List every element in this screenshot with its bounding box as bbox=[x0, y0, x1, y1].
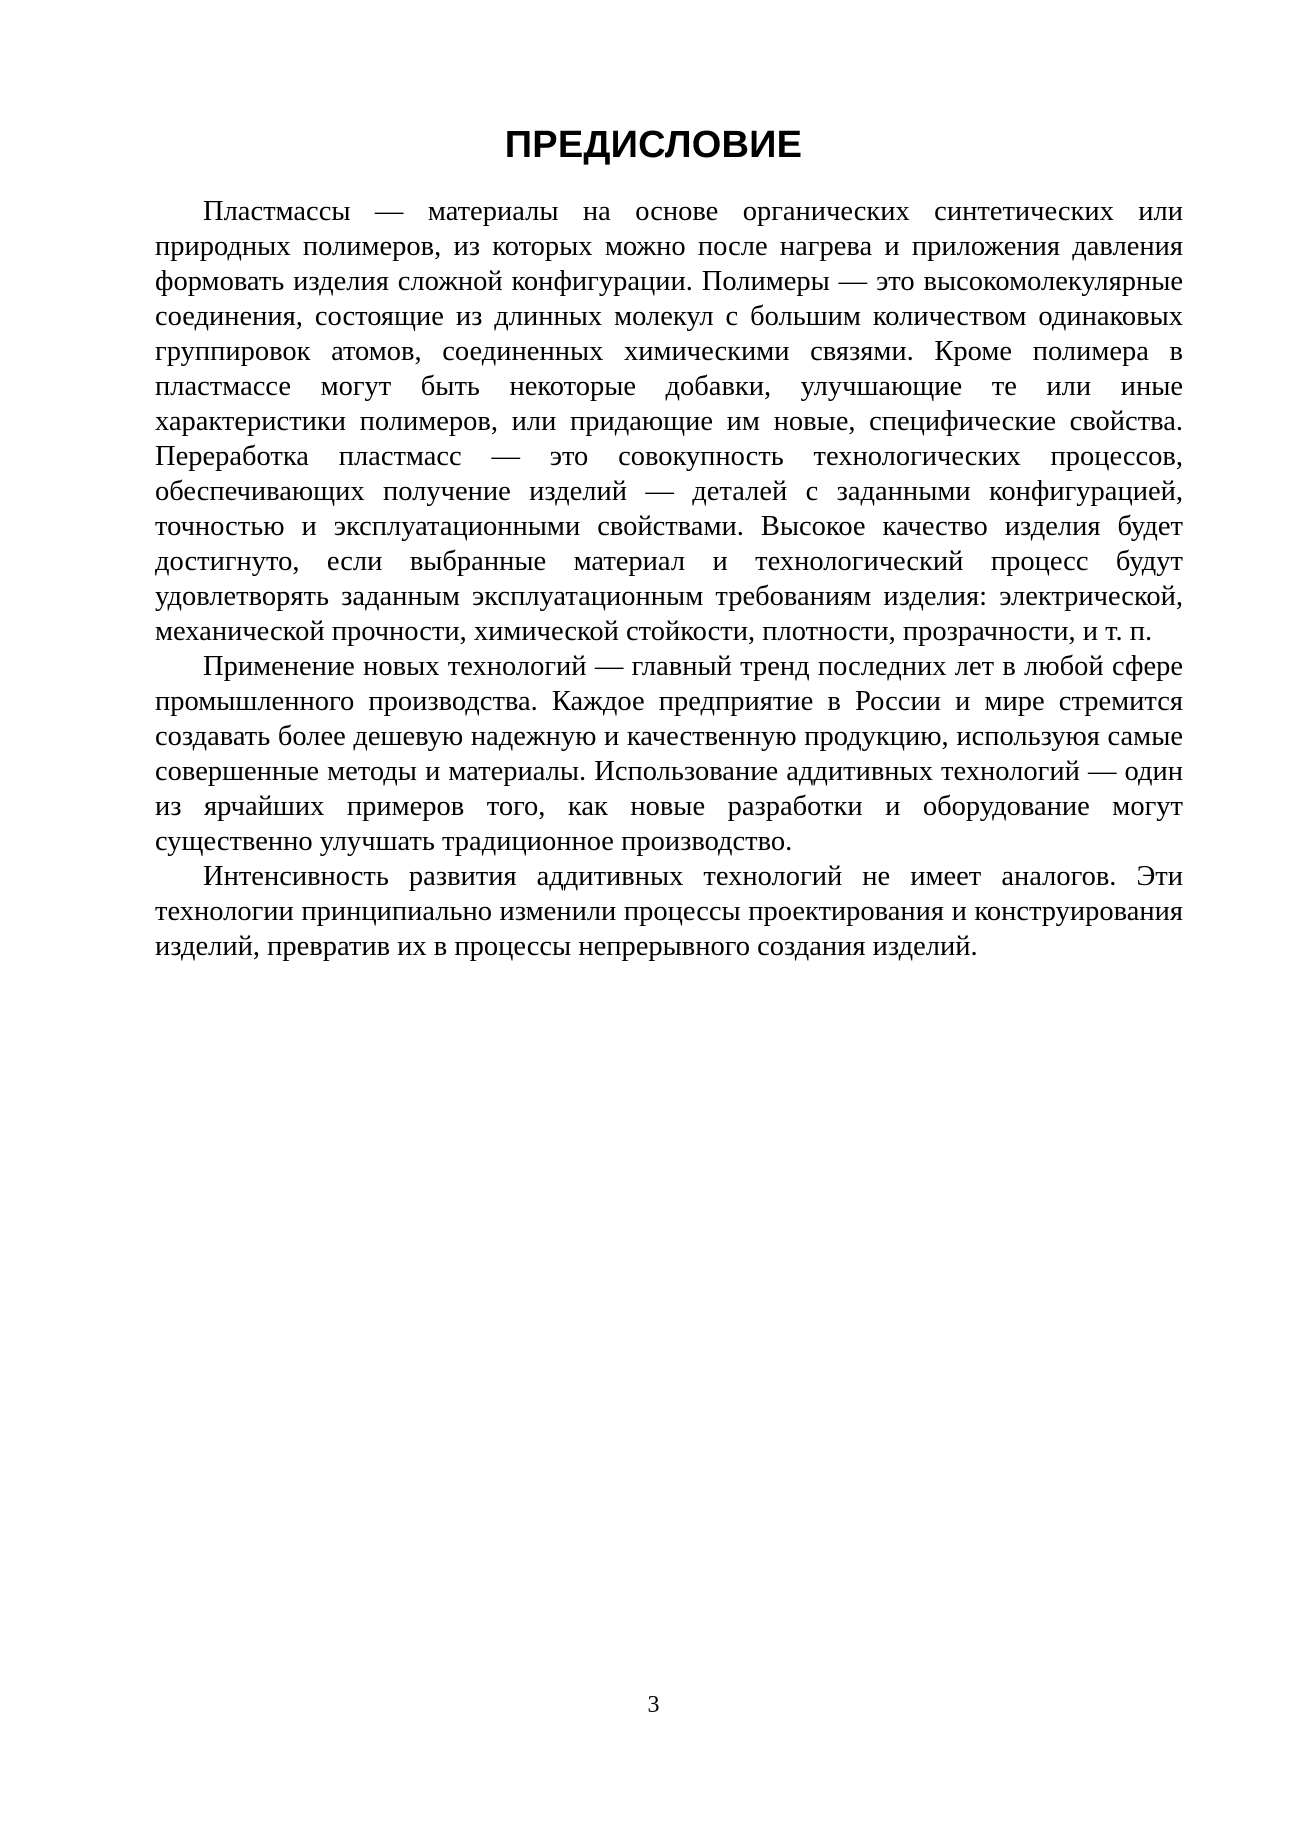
paragraph-plastics: Пластмассы — материалы на основе органических синтетических или природных полимеров, из которых можно после нагрева и приложения давления формовать изделия сложной конфигурации. Полимеры — это высокомолекулярные соединения, состоящие из длинных молекул с большим количеством одинаковых группировок атомов, соединенных химическими связями. Кроме полимера в пластмассе могут быть некоторые добавки, улучшающие те или иные характеристики полимеров, или придающие им новые, специфические свойства. Переработка пластмасс — это совокупность технологических процессов, обеспечивающих получение изделий — деталей с заданными конфигурацией, точностью и эксплуатационными свойствами. Высокое качество изделия будет достигнуто, если выбранные материал и технологический процесс будут удовлетворять заданным эксплуатационным требованиям изделия: электрической, механической прочности, химической стойкости, плотности, прозрачности, и т. п. bbox=[155, 196, 1183, 647]
paragraph-additive-technologies: Интенсивность развития аддитивных технологий не имеет аналогов. Эти технологии принципиально изменили процессы проектирования и конструирования изделий, превратив их в процессы непрерывного создания изделий. bbox=[155, 861, 1183, 962]
page-title: ПРЕДИСЛОВИЕ bbox=[504, 124, 803, 166]
body-text bbox=[155, 194, 1183, 964]
page-number: 3 bbox=[647, 1692, 660, 1718]
paragraph-new-technologies: Применение новых технологий — главный тренд последних лет в любой сфере промышленного производства. Каждое предприятие в России и мире стремится создавать более дешевую надежную и качественную продукцию, используюя самые совершенные методы и материалы. Использование аддитивных технологий — один из ярчайших примеров того, как новые разработки и оборудование могут существенно улучшать традиционное производство. bbox=[155, 651, 1183, 857]
